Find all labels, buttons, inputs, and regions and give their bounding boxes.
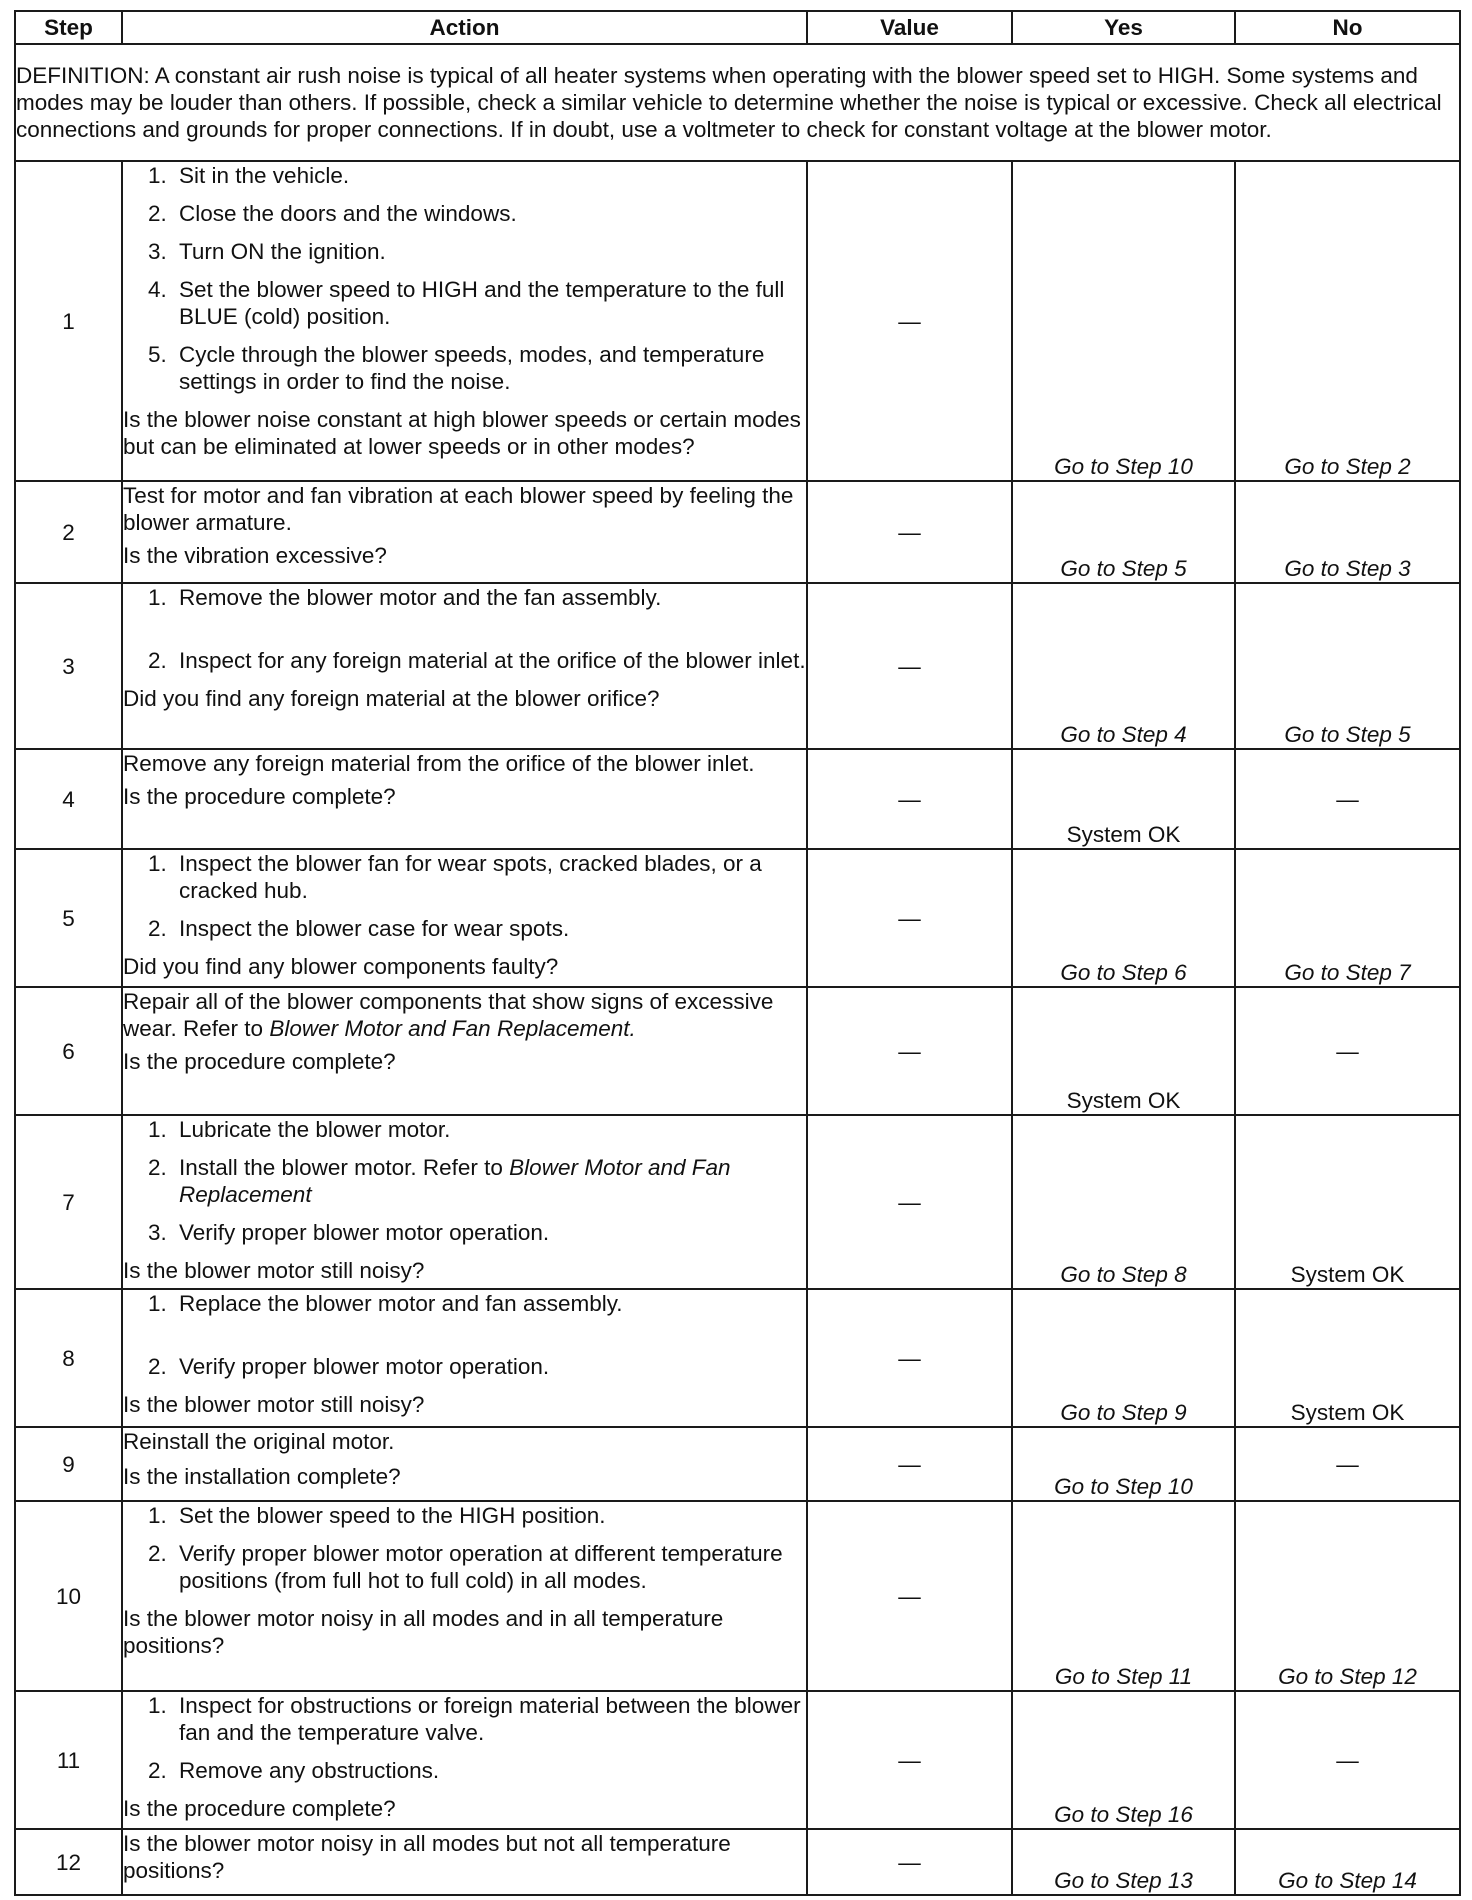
action-question: Is the blower motor still noisy?: [123, 1258, 425, 1283]
no-cell: Go to Step 14: [1235, 1829, 1460, 1895]
action-cell: [122, 1289, 807, 1427]
table-row: [15, 161, 1460, 481]
yes-cell: Go to Step 10: [1012, 161, 1235, 481]
no-cell: Go to Step 5: [1235, 583, 1460, 749]
reference-link: Blower Motor and Fan Replacement: [269, 1016, 630, 1041]
value-cell: —: [807, 481, 1012, 583]
table-row: [15, 1501, 1460, 1691]
action-item: 1. Remove the blower motor and the fan assembly.: [173, 584, 806, 611]
no-cell: Go to Step 7: [1235, 849, 1460, 987]
action-question: Is the procedure complete?: [123, 1796, 396, 1821]
value-cell: —: [807, 849, 1012, 987]
action-question: Is the procedure complete?: [123, 1049, 396, 1074]
value-cell: —: [807, 749, 1012, 849]
step-number: 9: [15, 1427, 122, 1501]
action-cell: [122, 583, 807, 749]
header-value: Value: [807, 11, 1012, 44]
yes-cell: Go to Step 11: [1012, 1501, 1235, 1691]
value-cell: —: [807, 1115, 1012, 1289]
action-text: Test for motor and fan vibration at each blower speed by feeling the blower armature.: [123, 483, 794, 535]
action-item: 4. Set the blower speed to HIGH and the temperature to the full BLUE (cold) position.: [173, 276, 806, 330]
header-yes: Yes: [1012, 11, 1235, 44]
yes-cell: Go to Step 10: [1012, 1427, 1235, 1501]
value-cell: —: [807, 583, 1012, 749]
action-text: [123, 988, 806, 1042]
table-row: [15, 583, 1460, 749]
definition-row: [15, 44, 1460, 161]
table-row: [15, 1829, 1460, 1895]
action-item: 1. Inspect the blower fan for wear spots, cracked blades, or a cracked hub.: [173, 850, 806, 904]
no-cell: Go to Step 12: [1235, 1501, 1460, 1691]
action-item: 2. Verify proper blower motor operation.: [173, 1353, 806, 1380]
step-number: 1: [15, 161, 122, 481]
no-cell: Go to Step 3: [1235, 481, 1460, 583]
action-question: Is the blower noise constant at high blower speeds or certain modes but can be eliminated at lower speeds or in other modes?: [123, 407, 801, 459]
yes-cell: System OK: [1012, 749, 1235, 849]
action-item: 1. Replace the blower motor and fan assembly.: [173, 1290, 806, 1317]
action-cell: [122, 987, 807, 1115]
action-item-text: Install the blower motor. Refer to: [179, 1155, 503, 1180]
action-cell: [122, 1829, 807, 1895]
action-item: 2. Inspect for any foreign material at the orifice of the blower inlet.: [173, 647, 806, 674]
no-cell: —: [1235, 749, 1460, 849]
value-cell: —: [807, 1691, 1012, 1829]
yes-cell: Go to Step 6: [1012, 849, 1235, 987]
value-cell: —: [807, 987, 1012, 1115]
action-text: Reinstall the original motor.: [123, 1429, 395, 1454]
table-row: [15, 849, 1460, 987]
yes-cell: Go to Step 5: [1012, 481, 1235, 583]
step-number: 12: [15, 1829, 122, 1895]
action-item: 1. Set the blower speed to the HIGH position.: [173, 1502, 806, 1529]
action-cell: [122, 1115, 807, 1289]
action-cell: [122, 1691, 807, 1829]
yes-cell: Go to Step 13: [1012, 1829, 1235, 1895]
action-text-body: Repair all of the blower components that show signs of excessive wear. Refer to: [123, 989, 774, 1041]
action-item: 2. Close the doors and the windows.: [173, 200, 806, 227]
action-text: Remove any foreign material from the orifice of the blower inlet.: [123, 751, 755, 776]
action-item: 2. Verify proper blower motor operation at different temperature positions (from full hot to full cold) in all modes.: [173, 1540, 806, 1594]
yes-cell: Go to Step 4: [1012, 583, 1235, 749]
table-row: [15, 987, 1460, 1115]
yes-cell: Go to Step 8: [1012, 1115, 1235, 1289]
action-cell: [122, 749, 807, 849]
table-row: [15, 1427, 1460, 1501]
action-question: Did you find any foreign material at the blower orifice?: [123, 686, 660, 711]
action-item: 5. Cycle through the blower speeds, modes, and temperature settings in order to find the noise.: [173, 341, 806, 395]
action-question: Is the blower motor still noisy?: [123, 1392, 425, 1417]
yes-cell: Go to Step 16: [1012, 1691, 1235, 1829]
value-cell: —: [807, 1427, 1012, 1501]
action-item: 3. Turn ON the ignition.: [173, 238, 806, 265]
step-number: 4: [15, 749, 122, 849]
value-cell: —: [807, 1829, 1012, 1895]
reference-end: .: [629, 1016, 636, 1041]
step-number: 8: [15, 1289, 122, 1427]
yes-cell: Go to Step 9: [1012, 1289, 1235, 1427]
diagnostic-table: [14, 10, 1461, 1896]
step-number: 5: [15, 849, 122, 987]
action-item: 1. Sit in the vehicle.: [173, 162, 806, 189]
step-number: 6: [15, 987, 122, 1115]
value-cell: —: [807, 1501, 1012, 1691]
action-item: 2. Remove any obstructions.: [173, 1757, 806, 1784]
header-step: Step: [15, 11, 122, 44]
header-row: [15, 11, 1460, 44]
header-no: No: [1235, 11, 1460, 44]
action-question: Is the blower motor noisy in all modes and in all temperature positions?: [123, 1606, 724, 1658]
no-cell: System OK: [1235, 1115, 1460, 1289]
action-item: 1. Inspect for obstructions or foreign material between the blower fan and the temperature valve.: [173, 1692, 806, 1746]
table-row: [15, 1691, 1460, 1829]
no-cell: —: [1235, 987, 1460, 1115]
action-item: 3. Verify proper blower motor operation.: [173, 1219, 806, 1246]
action-question: Is the vibration excessive?: [123, 543, 387, 568]
action-cell: [122, 161, 807, 481]
step-number: 11: [15, 1691, 122, 1829]
action-question: Is the installation complete?: [123, 1464, 401, 1489]
header-action: Action: [122, 11, 807, 44]
action-cell: [122, 1501, 807, 1691]
no-cell: —: [1235, 1427, 1460, 1501]
value-cell: —: [807, 161, 1012, 481]
table-row: [15, 481, 1460, 583]
action-cell: [122, 849, 807, 987]
action-cell: [122, 481, 807, 583]
step-number: 2: [15, 481, 122, 583]
no-cell: System OK: [1235, 1289, 1460, 1427]
table-row: [15, 1289, 1460, 1427]
step-number: 7: [15, 1115, 122, 1289]
action-question: Did you find any blower components faulty?: [123, 954, 559, 979]
no-cell: —: [1235, 1691, 1460, 1829]
step-number: 3: [15, 583, 122, 749]
yes-cell: System OK: [1012, 987, 1235, 1115]
step-number: 10: [15, 1501, 122, 1691]
value-cell: —: [807, 1289, 1012, 1427]
table-row: [15, 1115, 1460, 1289]
no-cell: Go to Step 2: [1235, 161, 1460, 481]
action-cell: [122, 1427, 807, 1501]
table-row: [15, 749, 1460, 849]
action-item: 2. Inspect the blower case for wear spots.: [173, 915, 806, 942]
action-question: Is the procedure complete?: [123, 784, 396, 809]
action-item: [173, 1154, 806, 1208]
action-item: 1. Lubricate the blower motor.: [173, 1116, 806, 1143]
action-question: Is the blower motor noisy in all modes but not all temperature positions?: [123, 1831, 731, 1883]
definition-text: DEFINITION: A constant air rush noise is typical of all heater systems when operating with the blower speed set to HIGH. Some systems and modes may be louder than others. If possible, check a similar vehicle to determine whether the noise is typical or excessive. Check all electrical connections and grounds for proper connections. If in doubt, use a voltmeter to check for constant voltage at the blower motor.: [15, 44, 1460, 161]
reference-link: Blower Motor and Fan Replacement: [179, 1155, 731, 1207]
